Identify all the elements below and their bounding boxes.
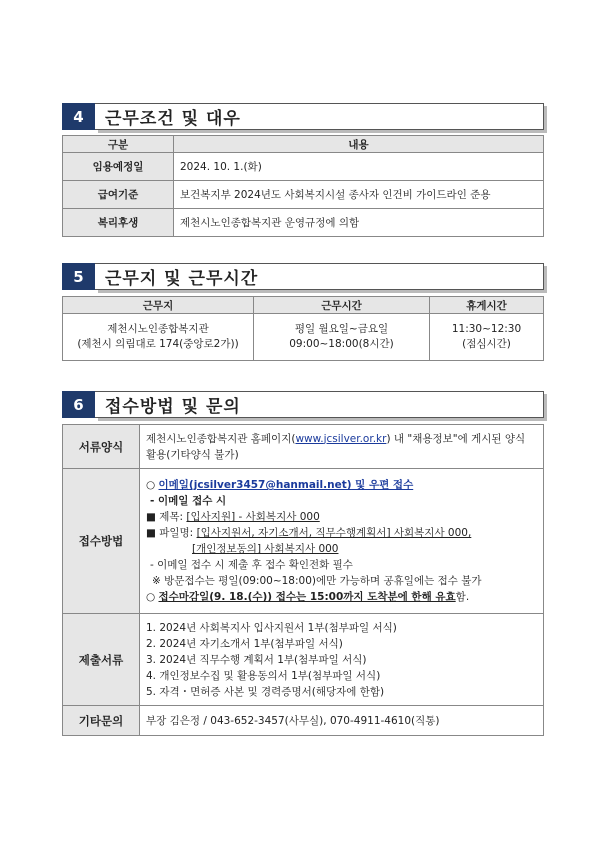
work-days: 평일 월요일~금요일 xyxy=(294,323,389,335)
table-row xyxy=(63,209,544,237)
method-text: ■ 제목: xyxy=(146,511,187,523)
work-hours-cell xyxy=(254,314,430,361)
row-value xyxy=(140,469,544,614)
method-line: ※ 방문접수는 평일(09:00~18:00)에만 가능하며 공휴일에는 접수 불가 xyxy=(152,575,482,587)
break-note: (점심시간) xyxy=(462,338,511,350)
method-line: [개인정보동의] 사회복지사 000 xyxy=(192,543,339,555)
homepage-link[interactable]: www.jcsilver.or.kr xyxy=(295,432,387,445)
col-header: 구분 xyxy=(63,136,174,153)
workplace-name: 제천시노인종합복지관 xyxy=(107,323,209,335)
col-header: 내용 xyxy=(174,136,544,153)
row-value xyxy=(140,614,544,706)
break-cell xyxy=(430,314,544,361)
row-label: 임용예정일 xyxy=(63,153,174,181)
col-header: 근무시간 xyxy=(254,297,430,314)
row-value: 제천시노인종합복지관 운영규정에 의함 xyxy=(174,209,544,237)
section-6-header xyxy=(62,391,544,418)
application-table xyxy=(62,424,544,736)
doc-text-a: 제천시노인종합복지관 홈페이지( xyxy=(146,432,296,445)
list-item: 4. 개인정보수집 및 활용동의서 1부(첨부파일 서식) xyxy=(146,669,381,682)
workplace-address: (제천시 의림대로 174(중앙로2가)) xyxy=(77,338,239,350)
workplace-table xyxy=(62,296,544,361)
row-label: 기타문의 xyxy=(63,706,140,736)
list-item: 5. 자격・면허증 사본 및 경력증명서(해당자에 한함) xyxy=(146,685,385,698)
method-line xyxy=(146,525,537,541)
table-row xyxy=(63,706,544,736)
section-number: 6 xyxy=(62,391,95,418)
break-time: 11:30~12:30 xyxy=(451,323,522,335)
section-number: 4 xyxy=(62,103,95,130)
col-header: 근무지 xyxy=(63,297,254,314)
list-item: 2. 2024년 자기소개서 1부(첨부파일 서식) xyxy=(146,637,343,650)
section-4-header xyxy=(62,103,544,130)
method-text: 함. xyxy=(455,591,470,603)
email-address[interactable]: 이메일(jcsilver3457@hanmail.net) xyxy=(158,479,352,491)
method-text: 및 우편 접수 xyxy=(351,479,414,491)
method-line: - 이메일 접수 시 xyxy=(150,495,227,507)
deadline-text: 접수마감일(9. 18.(수)) 접수는 15:00까지 도착분에 한해 유효 xyxy=(158,591,456,603)
table-row xyxy=(63,314,544,361)
method-line xyxy=(146,509,537,525)
table-row xyxy=(63,153,544,181)
row-label: 제출서류 xyxy=(63,614,140,706)
row-label: 접수방법 xyxy=(63,469,140,614)
work-conditions-table xyxy=(62,135,544,237)
section-number: 5 xyxy=(62,263,95,290)
row-value: 2024. 10. 1.(화) xyxy=(174,153,544,181)
doc-text-b: ) 내 "채용정보"에 게시된 양식 활용(기타양식 불가) xyxy=(146,432,526,461)
method-text: ■ 파일명: xyxy=(146,527,197,539)
table-row xyxy=(63,469,544,614)
table-row xyxy=(63,425,544,469)
method-text: [입사지원서, 자기소개서, 직무수행계획서] 사회복지사 000, xyxy=(196,527,472,539)
list-item: 1. 2024년 사회복지사 입사지원서 1부(첨부파일 서식) xyxy=(146,621,397,634)
method-line xyxy=(146,477,537,493)
list-item: 3. 2024년 직무수행 계획서 1부(첨부파일 서식) xyxy=(146,653,367,666)
section-5-header xyxy=(62,263,544,290)
row-value: 부장 김은정 / 043-652-3457(사무실), 070-4911-4610(직통) xyxy=(140,706,544,736)
table-row xyxy=(63,181,544,209)
circle-bullet: ○ xyxy=(146,591,159,603)
workplace-cell xyxy=(63,314,254,361)
row-label: 급여기준 xyxy=(63,181,174,209)
section-title: 근무지 및 근무시간 xyxy=(95,263,544,290)
method-line: - 이메일 접수 시 제출 후 접수 확인전화 필수 xyxy=(150,559,353,571)
method-line xyxy=(146,589,537,605)
row-label: 복리후생 xyxy=(63,209,174,237)
row-value xyxy=(140,425,544,469)
col-header: 휴게시간 xyxy=(430,297,544,314)
row-value: 보건복지부 2024년도 사회복지시설 종사자 인건비 가이드라인 준용 xyxy=(174,181,544,209)
row-label: 서류양식 xyxy=(63,425,140,469)
work-hours: 09:00~18:00(8시간) xyxy=(289,338,394,350)
table-row xyxy=(63,614,544,706)
section-title: 근무조건 및 대우 xyxy=(95,103,544,130)
circle-bullet: ○ xyxy=(146,479,159,491)
section-title: 접수방법 및 문의 xyxy=(95,391,544,418)
method-text: [입사지원] - 사회복지사 000 xyxy=(186,511,320,523)
